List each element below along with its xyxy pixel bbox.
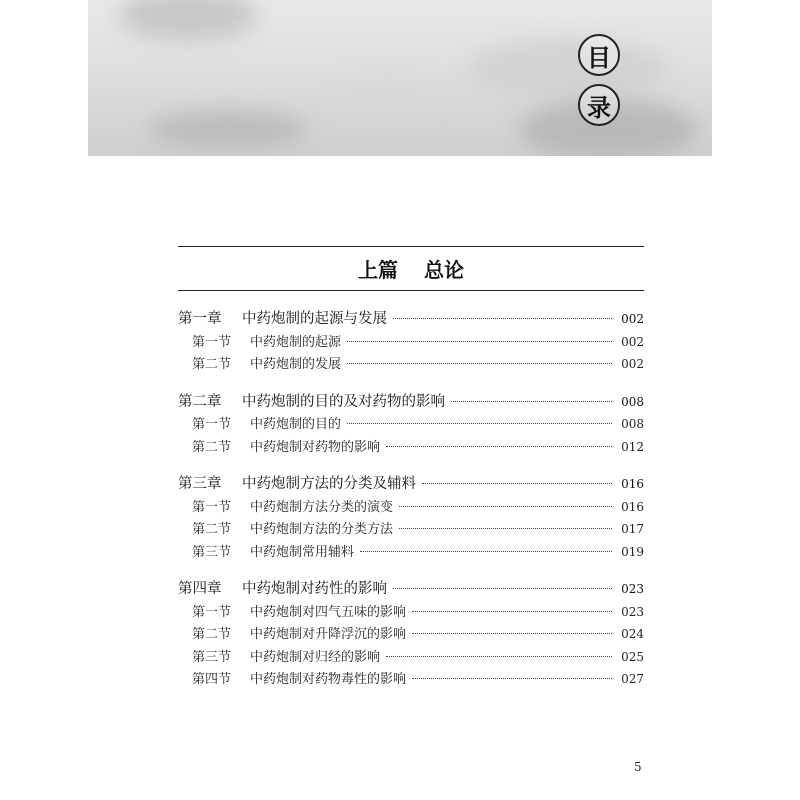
- toc-chapter-entry[interactable]: [178, 473, 644, 496]
- leader-dots: [451, 401, 612, 402]
- section-number: 第三节: [192, 649, 232, 665]
- section-number: 第二节: [192, 439, 232, 455]
- part-rule-bottom: [178, 290, 644, 291]
- page-number: 5: [634, 760, 642, 774]
- leader-dots: [412, 633, 612, 634]
- page-ref: 012: [621, 439, 644, 454]
- toc-section-entry[interactable]: [178, 601, 644, 624]
- toc-section-entry[interactable]: [178, 668, 644, 691]
- toc-chapter: [178, 578, 644, 691]
- toc-chapter: [178, 308, 644, 376]
- table-of-contents: [178, 308, 644, 706]
- page-ref: 008: [621, 417, 644, 431]
- part-title-a: 上篇: [358, 258, 398, 282]
- section-number: 第二节: [192, 522, 232, 537]
- section-number: 第二节: [192, 357, 232, 372]
- section-number: 第三节: [192, 544, 232, 560]
- page-ref: 027: [621, 672, 644, 686]
- ink-wash-decoration: [468, 40, 668, 100]
- section-title: 中药炮制方法分类的演变: [250, 499, 394, 515]
- page-ref: 016: [621, 499, 644, 514]
- leader-dots: [347, 363, 612, 364]
- section-title: 中药炮制常用辅料: [250, 544, 355, 560]
- page-ref: 025: [621, 649, 644, 664]
- part-title: [178, 254, 644, 283]
- toc-section-entry[interactable]: [178, 496, 644, 519]
- leader-dots: [393, 318, 612, 319]
- toc-section-entry[interactable]: [178, 353, 644, 376]
- page-ref: 017: [621, 522, 644, 536]
- chapter-number: 第三章: [178, 476, 222, 492]
- chapter-title: 中药炮制的起源与发展: [242, 311, 387, 327]
- chapter-title: 中药炮制对药性的影响: [242, 581, 387, 597]
- toc-section-entry[interactable]: [178, 623, 644, 646]
- contents-seal-char-1: 目: [578, 34, 620, 76]
- leader-dots: [422, 483, 612, 484]
- chapter-number: 第一章: [178, 311, 222, 327]
- section-title: 中药炮制对药物的影响: [250, 439, 381, 455]
- part-title-b: 总论: [424, 258, 464, 282]
- page-ref: 002: [621, 312, 644, 326]
- leader-dots: [399, 528, 612, 529]
- leader-dots: [347, 423, 612, 424]
- section-number: 第一节: [192, 499, 232, 515]
- toc-chapter-entry[interactable]: [178, 308, 644, 331]
- page-ref: 024: [621, 627, 644, 641]
- chapter-title: 中药炮制方法的分类及辅料: [242, 476, 416, 492]
- section-title: 中药炮制方法的分类方法: [250, 522, 394, 537]
- toc-section-entry[interactable]: [178, 331, 644, 354]
- toc-chapter: [178, 391, 644, 459]
- leader-dots: [347, 341, 612, 342]
- toc-chapter-entry[interactable]: [178, 391, 644, 414]
- leader-dots: [386, 446, 612, 447]
- chapter-title: 中药炮制的目的及对药物的影响: [242, 393, 445, 410]
- leader-dots: [399, 506, 612, 507]
- toc-section-entry[interactable]: [178, 436, 644, 459]
- section-number: 第一节: [192, 604, 232, 620]
- header-banner: [88, 0, 712, 156]
- page-ref: 023: [621, 604, 644, 619]
- toc-section-entry[interactable]: [178, 413, 644, 436]
- section-number: 第一节: [192, 334, 232, 350]
- leader-dots: [360, 551, 612, 552]
- section-title: 中药炮制对四气五味的影响: [250, 604, 407, 620]
- section-title: 中药炮制的目的: [250, 417, 342, 432]
- page-ref: 002: [621, 357, 644, 371]
- section-number: 第二节: [192, 627, 232, 642]
- section-title: 中药炮制对升降浮沉的影响: [250, 627, 407, 642]
- toc-chapter-entry[interactable]: [178, 578, 644, 601]
- ink-wash-decoration: [118, 0, 258, 40]
- section-title: 中药炮制对归经的影响: [250, 649, 381, 665]
- leader-dots: [412, 678, 612, 679]
- section-number: 第四节: [192, 672, 232, 687]
- section-title: 中药炮制的发展: [250, 357, 342, 372]
- toc-section-entry[interactable]: [178, 646, 644, 669]
- leader-dots: [386, 656, 612, 657]
- page-ref: 023: [621, 582, 644, 596]
- toc-section-entry[interactable]: [178, 518, 644, 541]
- chapter-number: 第四章: [178, 581, 222, 597]
- chapter-number: 第二章: [178, 393, 222, 410]
- part-rule-top: [178, 246, 644, 247]
- leader-dots: [393, 588, 612, 589]
- page-ref: 008: [621, 394, 644, 409]
- toc-chapter: [178, 473, 644, 563]
- page-ref: 016: [621, 477, 644, 491]
- ink-wash-decoration: [328, 80, 448, 110]
- section-title: 中药炮制对药物毒性的影响: [250, 672, 407, 687]
- leader-dots: [412, 611, 612, 612]
- contents-seal-char-2: 录: [578, 84, 620, 126]
- page-ref: 002: [621, 334, 644, 349]
- section-number: 第一节: [192, 417, 232, 432]
- page-ref: 019: [621, 544, 644, 559]
- ink-wash-decoration: [148, 110, 308, 150]
- toc-section-entry[interactable]: [178, 541, 644, 564]
- section-title: 中药炮制的起源: [250, 334, 342, 350]
